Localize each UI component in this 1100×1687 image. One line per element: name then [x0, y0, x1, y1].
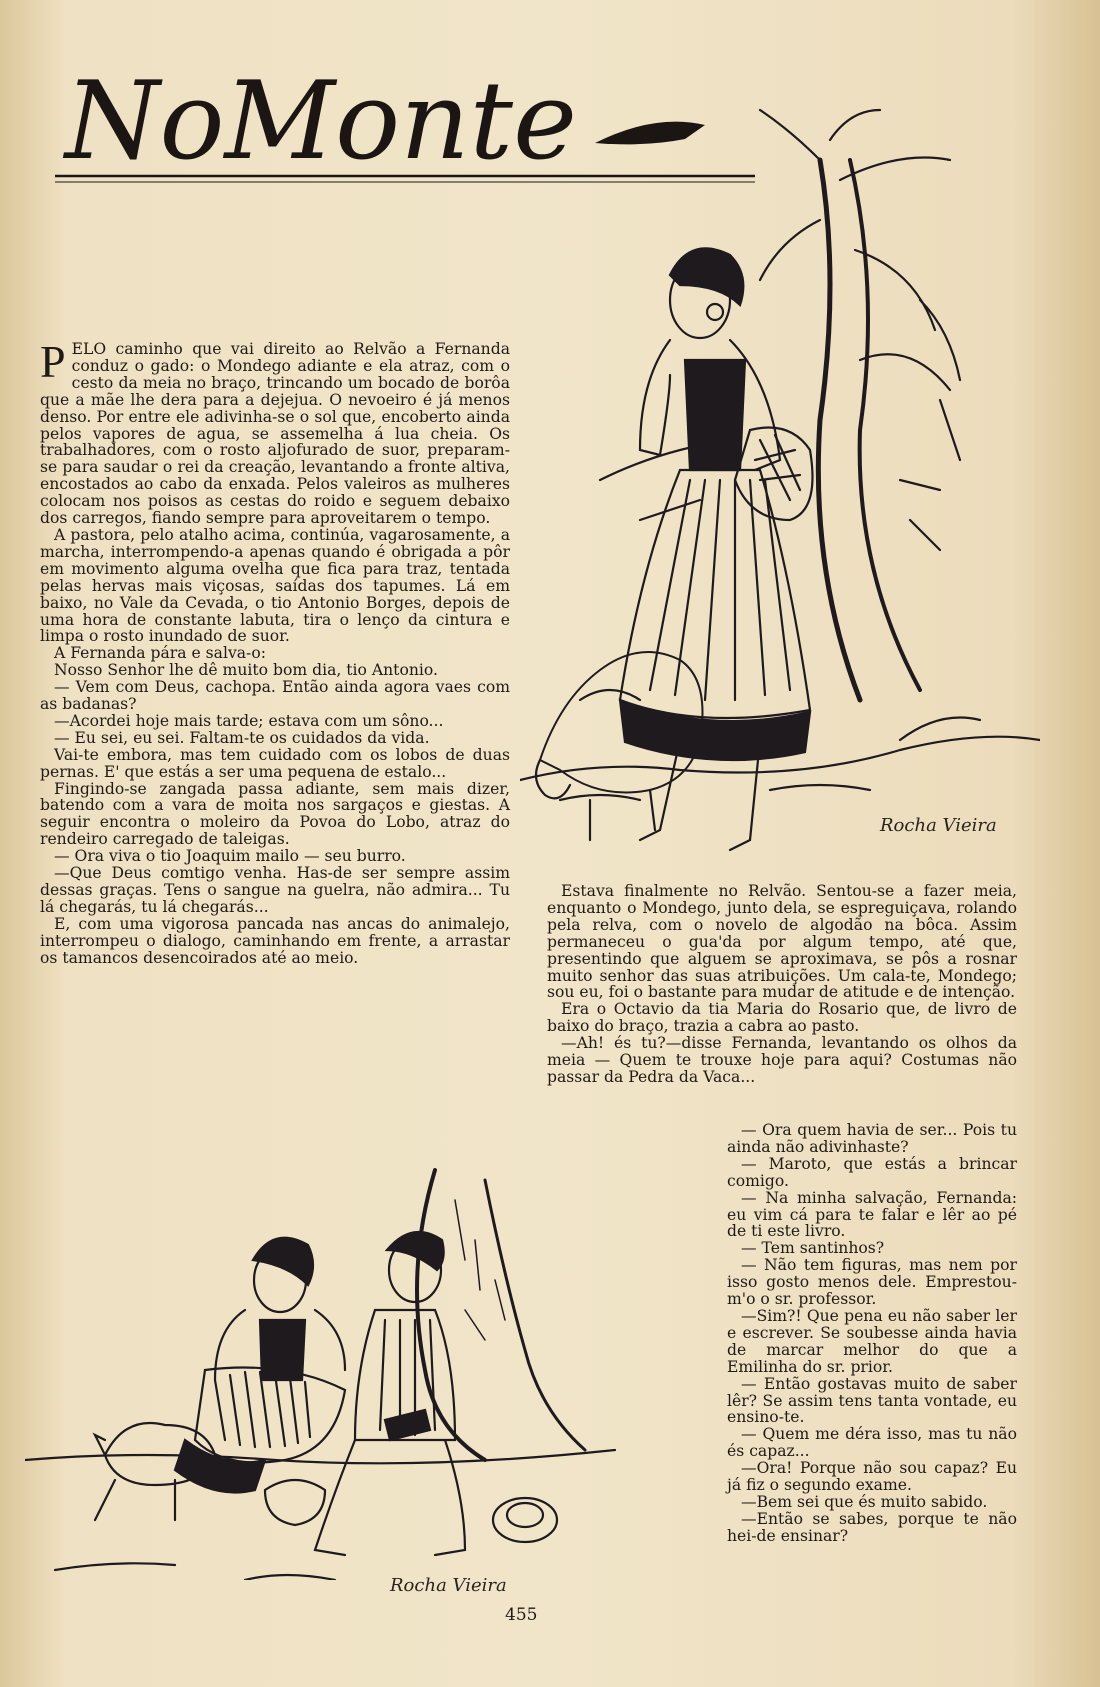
paragraph: — Maroto, que estás a brincar comigo.	[727, 1154, 1017, 1190]
paragraph: —Então se sabes, porque te não hei-de ensinar?	[727, 1509, 1017, 1545]
text-column-right-top	[547, 883, 1017, 1086]
illustrator-signature-top: Rocha Vieira	[880, 815, 997, 836]
paragraph: — Ora quem havia de ser... Pois tu ainda não adivinhaste?	[727, 1121, 1017, 1156]
paragraph: A Fernanda pára e salva-o:	[54, 644, 266, 663]
paragraph: — Tem santinhos?	[741, 1239, 885, 1258]
paragraph: —Ah! és tu?—disse Fernanda, levantando os olhos da meia — Quem te trouxe hoje para aqui? Costumas não passar da Pedra da Vaca...	[547, 1034, 1017, 1086]
paragraph: — Quem me déra isso, mas tu não és capaz...	[727, 1425, 1017, 1461]
paragraph: —Bem sei que és muito sabido.	[741, 1492, 988, 1511]
paragraph: Vai-te embora, mas tem cuidado com os lobos de duas pernas. E' que estás a ser uma pequena de estalo...	[40, 745, 510, 781]
paragraph: —Acordei hoje mais tarde; estava com um sôno...	[54, 711, 444, 730]
page-number: 455	[505, 1605, 538, 1625]
text-column-right-narrow	[727, 1122, 1017, 1545]
paragraph: — Então gostavas muito de saber lêr? Se assim tens tanta vontade, eu ensino-te.	[727, 1374, 1017, 1427]
paragraph: — Na minha salvação, Fernanda: eu vim cá para te falar e lêr ao pé de ti este livro.	[727, 1188, 1017, 1241]
shepherdess-illustration	[520, 100, 1040, 860]
shepherdess-drawing	[520, 100, 1040, 860]
paragraph: Estava finalmente no Relvão. Sentou-se a fazer meia, enquanto o Mondego, junto dela, se espreguiçava, rolando pela relva, com o novelo de algodão na bôca. Assim permaneceu o gua'da por algum tempo, até que, presentindo que alguem se aproximava, se pôs a rosnar muito senhor das suas atribuições. Um cala-te, Mondego; sou eu, foi o bastante para mudar de atitude e de intenção.	[547, 882, 1017, 1002]
paragraph: —Sim?! Que pena eu não saber ler e escrever. Se soubesse ainda havia de marcar melhor do que a Emilinha do sr. prior.	[727, 1306, 1017, 1376]
illustrator-signature-bottom: Rocha Vieira	[390, 1575, 507, 1596]
paragraph: — Eu sei, eu sei. Faltam-te os cuidados da vida.	[54, 728, 430, 747]
paragraph-intro: PELO caminho que vai direito ao Relvão a Fernanda conduz o gado: o Mondego adiante e ela atraz, com o cesto da meia no braço, trincando um bocado de borôa que a mãe lhe dera para a dejejua. O nevoeiro é já menos denso. Por entre ele adivinha-se o sol que, encoberto ainda pelos vapores de agua, se assemelha á lua cheia. Os trabalhadores, com o rosto aljofurado de suor, preparam-se para saudar o rei da creação, levantando a fronte altiva, encostados ao cabo da enxada. Pelos valeiros as mulheres colocam nos poisos as cestas do roido e seguem debaixo dos carregos, fiando sempre para aproveitarem o tempo.	[40, 336, 510, 528]
couple-illustration	[25, 1160, 675, 1580]
paragraph: A pastora, pelo atalho acima, continúa, vagarosamente, a marcha, interrompendo-a apenas quando é obrigada a pôr em movimento alguma ovelha que fica para traz, tentada pelas hervas mais viçosas, saídas dos tapumes. Lá em baixo, no Vale da Cevada, o tio Antonio Borges, depois de uma hora de constante labuta, tira o lenço da cintura e limpa o rosto inundado de suor.	[40, 525, 510, 646]
paragraph: Era o Octavio da tia Maria do Rosario que, de livro de baixo do braço, trazia a cabra ao pasto.	[547, 1000, 1017, 1036]
paragraph: — Ora viva o tio Joaquim mailo — seu burro.	[54, 847, 406, 866]
paragraph: —Ora! Porque não sou capaz? Eu já fiz o segundo exame.	[727, 1459, 1017, 1495]
title-text: NoMonte	[65, 59, 577, 184]
couple-drawing	[25, 1160, 675, 1580]
text-column-left	[40, 336, 510, 967]
paragraph: E, com uma vigorosa pancada nas ancas do animalejo, interrompeu o dialogo, caminhando em frente, a arrastar os tamancos desencoirados até ao meio.	[40, 914, 510, 967]
paragraph: Nosso Senhor lhe dê muito bom dia, tio Antonio.	[54, 661, 438, 680]
paragraph: — Vem com Deus, cachopa. Então ainda agora vaes com as badanas?	[40, 678, 510, 714]
paragraph: —Que Deus comtigo venha. Has-de ser sempre assim dessas graças. Tens o sangue na guelra, não admira... Tu lá chegarás, tu lá chegarás...	[40, 864, 510, 916]
paragraph: Fingindo-se zangada passa adiante, sem mais dizer, batendo com a vara de moita nos sargaços e giestas. A seguir encontra o moleiro da Povoa do Lobo, atraz do rendeiro carregado de taleigas.	[40, 779, 510, 849]
drop-cap: P	[40, 336, 66, 387]
paragraph: — Não tem figuras, mas nem por isso gosto menos dele. Emprestou-m'o o sr. professor.	[727, 1256, 1017, 1309]
